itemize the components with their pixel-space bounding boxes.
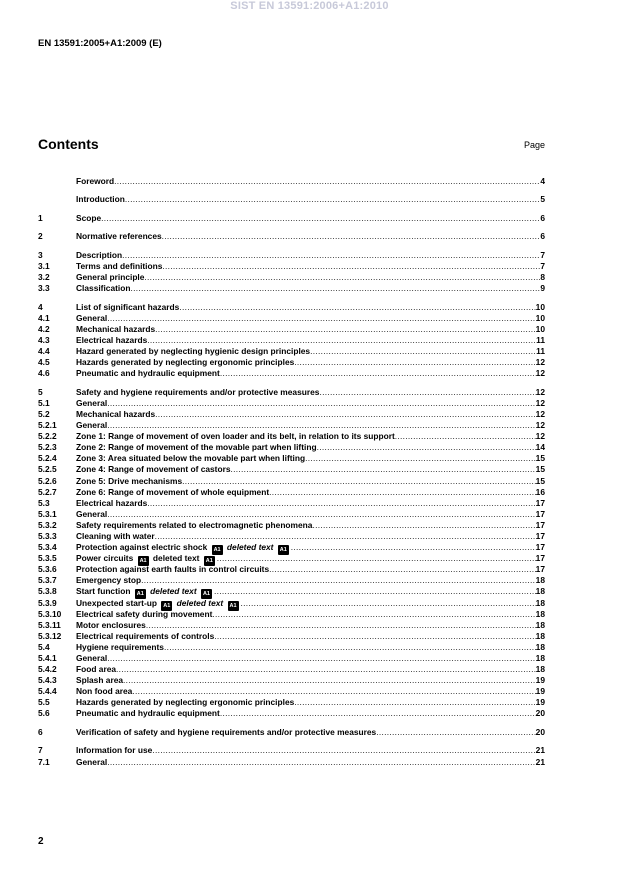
toc-section-number: 5.1 — [38, 397, 50, 408]
toc-page-number: 17 — [535, 542, 545, 553]
toc-section-number: 7 — [38, 745, 43, 756]
toc-page-number: 18 — [535, 597, 545, 608]
toc-section-title: Zone 4: Range of movement of castors — [76, 464, 231, 475]
toc-entry[interactable] — [38, 398, 545, 409]
toc-page-number: 17 — [535, 564, 545, 575]
toc-page-number: 17 — [535, 553, 545, 564]
toc-entry[interactable] — [38, 420, 545, 431]
toc-page-number: 18 — [535, 653, 545, 663]
toc-page-number: 8 — [540, 272, 545, 283]
toc-page-number: 18 — [535, 641, 545, 652]
toc-leader-dots — [291, 542, 536, 553]
toc-section-title: General — [76, 653, 108, 663]
toc-section-title: Unexpected start-up A1 deleted text A1 — [76, 597, 237, 609]
toc-leader-dots — [376, 727, 535, 738]
toc-entry[interactable] — [38, 598, 545, 609]
page-column-label: Page — [523, 140, 545, 150]
toc-section-number: 4.6 — [38, 368, 50, 379]
toc-section-title: Verification of safety and hygiene requirements and/or protective measures — [76, 726, 377, 737]
toc-entry[interactable] — [38, 476, 545, 487]
toc-section-title: Terms and definitions — [76, 261, 163, 272]
amendment-start-marker: A1 — [136, 591, 144, 598]
toc-leader-dots — [147, 335, 536, 346]
toc-section-title: Zone 3: Area situated below the movable part when lifting — [76, 453, 306, 464]
toc-section-title: General principle — [76, 272, 145, 283]
toc-leader-dots — [130, 283, 540, 294]
toc-page-number: 19 — [535, 686, 545, 697]
toc-section-number: 5.2.4 — [38, 453, 57, 464]
toc-page-number: 19 — [535, 697, 545, 708]
toc-page-number: 12 — [535, 368, 545, 379]
toc-leader-dots — [269, 564, 536, 575]
toc-section-number: 5 — [38, 386, 43, 397]
amendment-start-marker: A1 — [139, 558, 147, 565]
toc-page-number: 10 — [535, 312, 545, 323]
deleted-text-note: deleted text — [174, 597, 226, 608]
toc-section-number: 5.3.11 — [38, 619, 61, 630]
amendment-end-marker: A1 — [205, 558, 213, 565]
toc-entry[interactable] — [38, 194, 545, 205]
toc-entry[interactable] — [38, 335, 545, 346]
toc-leader-dots — [179, 302, 535, 313]
toc-leader-dots — [312, 520, 535, 531]
toc-section-number: 5.4.1 — [38, 653, 57, 663]
toc-leader-dots — [241, 598, 536, 609]
toc-section-number: 4 — [38, 301, 43, 312]
toc-leader-dots — [217, 553, 536, 564]
page-number: 2 — [38, 836, 44, 847]
toc-section-title: Safety and hygiene requirements and/or protective measures — [76, 386, 320, 397]
toc-section-title: Zone 1: Range of movement of oven loader and its belt, in relation to its support — [76, 431, 395, 442]
toc-section-title: Zone 5: Drive mechanisms — [76, 475, 183, 486]
toc-section-title: Food area — [76, 664, 117, 675]
toc-leader-dots — [395, 431, 536, 442]
toc-leader-dots — [214, 631, 535, 642]
toc-leader-dots — [123, 675, 536, 686]
toc-entry[interactable] — [38, 686, 545, 697]
toc-section-title: Emergency stop — [76, 575, 142, 586]
toc-entry[interactable] — [38, 431, 545, 442]
toc-section-title: Hazards generated by neglecting ergonomic principles — [76, 357, 295, 368]
toc-section-title: Description — [76, 249, 123, 260]
toc-page-number: 12 — [535, 420, 545, 431]
amendment-end-marker: A1 — [229, 602, 237, 609]
toc-leader-dots — [146, 620, 536, 631]
toc-section-number: 6 — [38, 726, 43, 737]
toc-section-title: Hazard generated by neglecting hygienic design principles — [76, 346, 311, 357]
toc-page-number: 10 — [535, 301, 545, 312]
toc-entry[interactable] — [38, 586, 545, 597]
toc-entry[interactable] — [38, 520, 545, 531]
toc-leader-dots — [107, 757, 535, 768]
contents-heading: Contents — [38, 136, 99, 152]
toc-section-title: Information for use — [76, 745, 153, 756]
toc-leader-dots — [269, 487, 536, 498]
toc-leader-dots — [141, 575, 536, 586]
toc-section-title: Cleaning with water — [76, 530, 155, 541]
toc-section-number: 5.3.5 — [38, 553, 57, 564]
toc-section-number: 5.3.10 — [38, 608, 62, 619]
toc-section-title: Pneumatic and hydraulic equipment — [76, 708, 220, 719]
toc-entry[interactable] — [38, 631, 545, 642]
deleted-text-note: deleted text — [224, 542, 276, 553]
toc-section-number: 5.3.9 — [38, 597, 57, 608]
amendment-start-marker: A1 — [213, 547, 221, 554]
toc-section-title: Electrical hazards — [76, 334, 148, 345]
toc-entry[interactable] — [38, 368, 545, 379]
toc-section-number: 1 — [38, 212, 43, 223]
toc-entry[interactable] — [38, 442, 545, 453]
toc-leader-dots — [212, 609, 535, 620]
toc-section-number: 3.3 — [38, 283, 50, 294]
toc-section-number: 5.4.2 — [38, 664, 57, 675]
toc-section-number: 5.3.6 — [38, 564, 57, 575]
toc-entry[interactable] — [38, 664, 545, 675]
toc-leader-dots — [164, 642, 536, 653]
toc-page-number: 10 — [535, 323, 545, 334]
toc-section-number: 7.1 — [38, 756, 50, 767]
toc-entry[interactable] — [38, 283, 545, 294]
toc-entry[interactable] — [38, 302, 545, 313]
toc-section-title: Protection against earth faults in control circuits — [76, 564, 270, 575]
toc-page-number: 18 — [535, 575, 545, 586]
toc-section-title: Electrical safety during movement — [76, 608, 213, 619]
toc-section-number: 5.2.3 — [38, 442, 57, 453]
toc-page-number: 17 — [535, 508, 545, 519]
amendment-start-marker: A1 — [163, 602, 171, 609]
toc-page-number: 12 — [535, 357, 545, 368]
toc-entry[interactable] — [38, 609, 545, 620]
toc-section-title: Splash area — [76, 675, 124, 686]
toc-section-number: 5.4.4 — [38, 686, 57, 697]
toc-section-number: 3.2 — [38, 272, 50, 283]
toc-leader-dots — [107, 509, 535, 520]
toc-section-number: 5.3.7 — [38, 575, 57, 586]
toc-section-title: General — [76, 312, 108, 323]
toc-section-title: List of significant hazards — [76, 301, 180, 312]
toc-entry[interactable] — [38, 542, 545, 553]
toc-page-number: 12 — [535, 397, 545, 408]
toc-page-number: 15 — [535, 464, 545, 475]
toc-entry[interactable] — [38, 708, 545, 719]
toc-section-number: 5.3.3 — [38, 530, 57, 541]
toc-entry[interactable] — [38, 346, 545, 357]
toc-section-title: Mechanical hazards — [76, 408, 156, 419]
toc-section-title: Protection against electric shock A1 deleted text A1 — [76, 542, 287, 554]
toc-section-number: 4.5 — [38, 357, 50, 368]
toc-entry[interactable] — [38, 272, 545, 283]
toc-page-number: 12 — [535, 386, 545, 397]
toc-leader-dots — [132, 686, 535, 697]
toc-section-number: 5.2.7 — [38, 486, 57, 497]
toc-entry[interactable] — [38, 757, 545, 768]
toc-leader-dots — [155, 409, 536, 420]
toc-section-number: 5.3.12 — [38, 630, 62, 641]
toc-section-title: Safety requirements related to electromagnetic phenomena — [76, 519, 313, 530]
watermark: SIST EN 13591:2006+A1:2010 — [230, 0, 389, 12]
toc-section-title: Zone 2: Range of movement of the movable part when lifting — [76, 442, 317, 453]
toc-leader-dots — [220, 708, 536, 719]
toc-leader-dots — [162, 231, 541, 242]
toc-page-number: 21 — [535, 745, 545, 756]
toc-section-title: Electrical requirements of controls — [76, 630, 215, 641]
toc-leader-dots — [317, 442, 536, 453]
toc-leader-dots — [144, 272, 540, 283]
toc-page-number: 7 — [540, 249, 545, 260]
toc-leader-dots — [319, 387, 535, 398]
toc-page-number: 18 — [535, 586, 545, 597]
toc-section-number: 5.4 — [38, 641, 50, 652]
toc-page-number: 18 — [535, 664, 545, 675]
toc-page-number: 17 — [535, 519, 545, 530]
toc-leader-dots — [107, 398, 535, 409]
toc-entry[interactable] — [38, 464, 545, 475]
toc-section-number: 2 — [38, 231, 43, 242]
toc-leader-dots — [107, 653, 535, 664]
toc-page-number: 19 — [535, 675, 545, 686]
toc-section-number: 5.2.1 — [38, 420, 57, 431]
toc-section-title: General — [76, 756, 108, 767]
toc-entry[interactable] — [38, 324, 545, 335]
toc-page-number: 11 — [536, 346, 545, 357]
toc-section-number: 5.3.2 — [38, 519, 57, 530]
document-id: EN 13591:2005+A1:2009 (E) — [38, 38, 162, 49]
toc-section-title: Hygiene requirements — [76, 641, 164, 652]
toc-page-number: 11 — [536, 334, 545, 345]
toc-section-number: 5.3.8 — [38, 586, 57, 597]
toc-entry[interactable] — [38, 453, 545, 464]
toc-entry[interactable] — [38, 653, 545, 664]
toc-entry[interactable] — [38, 745, 545, 756]
table-of-contents — [38, 176, 545, 768]
toc-section-number: 4.4 — [38, 346, 50, 357]
toc-page-number: 17 — [535, 497, 545, 508]
toc-section-title: General — [76, 508, 108, 519]
toc-section-number: 5.2.6 — [38, 475, 57, 486]
toc-page-number: 20 — [535, 708, 545, 719]
toc-leader-dots — [294, 357, 535, 368]
toc-section-title: Non food area — [76, 686, 133, 697]
toc-leader-dots — [122, 250, 540, 261]
toc-section-number: 5.2.2 — [38, 431, 57, 442]
toc-leader-dots — [101, 213, 540, 224]
toc-page-number: 6 — [540, 212, 545, 223]
toc-section-number: 4.3 — [38, 334, 50, 345]
toc-section-number: 4.2 — [38, 323, 50, 334]
toc-leader-dots — [182, 476, 536, 487]
toc-section-number: 3.1 — [38, 261, 50, 272]
toc-section-title: Start function A1 deleted text A1 — [76, 586, 210, 598]
toc-page-number: 4 — [540, 176, 545, 186]
toc-page-number: 5 — [540, 194, 545, 205]
toc-entry[interactable] — [38, 387, 545, 398]
toc-entry[interactable] — [38, 176, 545, 187]
toc-leader-dots — [155, 324, 536, 335]
toc-page-number: 15 — [535, 453, 545, 464]
toc-entry[interactable] — [38, 487, 545, 498]
toc-page-number: 16 — [535, 486, 545, 497]
toc-page-number: 7 — [540, 261, 545, 272]
toc-page-number: 17 — [535, 530, 545, 541]
toc-section-title: General — [76, 420, 108, 431]
toc-section-title: Foreword — [76, 176, 115, 186]
toc-leader-dots — [155, 531, 536, 542]
toc-entry[interactable] — [38, 553, 545, 564]
toc-leader-dots — [305, 453, 536, 464]
toc-entry[interactable] — [38, 231, 545, 242]
toc-page-number: 18 — [535, 619, 545, 630]
deleted-text-note: deleted text — [147, 586, 199, 597]
toc-section-number: 4.1 — [38, 312, 50, 323]
toc-entry[interactable] — [38, 498, 545, 509]
toc-section-number: 3 — [38, 249, 43, 260]
toc-page-number: 9 — [540, 283, 545, 294]
deleted-text-note: deleted text — [150, 553, 202, 564]
toc-page-number: 15 — [535, 475, 545, 486]
toc-entry[interactable] — [38, 727, 545, 738]
toc-leader-dots — [147, 498, 535, 509]
toc-leader-dots — [310, 346, 536, 357]
toc-leader-dots — [107, 420, 535, 431]
toc-leader-dots — [125, 194, 540, 205]
toc-leader-dots — [152, 745, 535, 756]
toc-section-number: 5.6 — [38, 708, 50, 719]
toc-entry[interactable] — [38, 409, 545, 420]
toc-section-title: Mechanical hazards — [76, 323, 156, 334]
toc-entry[interactable] — [38, 642, 545, 653]
toc-leader-dots — [162, 261, 540, 272]
toc-entry[interactable] — [38, 261, 545, 272]
toc-section-number: 5.2 — [38, 408, 50, 419]
toc-section-title: Power circuits A1 deleted text A1 — [76, 553, 213, 565]
toc-entry[interactable] — [38, 697, 545, 708]
toc-entry[interactable] — [38, 313, 545, 324]
toc-page-number: 18 — [535, 630, 545, 641]
toc-section-title: Pneumatic and hydraulic equipment — [76, 368, 220, 379]
toc-entry[interactable] — [38, 620, 545, 631]
toc-section-title: Motor enclosures — [76, 619, 146, 630]
toc-entry[interactable] — [38, 531, 545, 542]
toc-leader-dots — [114, 176, 540, 187]
toc-section-number: 5.3 — [38, 497, 50, 508]
toc-section-title: Normative references — [76, 231, 162, 242]
toc-section-title: Zone 6: Range of movement of whole equipment — [76, 486, 270, 497]
toc-entry[interactable] — [38, 213, 545, 224]
toc-section-number: 5.2.5 — [38, 464, 57, 475]
toc-section-title: Scope — [76, 212, 102, 223]
toc-page-number: 12 — [535, 408, 545, 419]
toc-page-number: 6 — [540, 231, 545, 242]
toc-section-title: Introduction — [76, 194, 125, 205]
toc-entry[interactable] — [38, 509, 545, 520]
toc-entry[interactable] — [38, 357, 545, 368]
toc-entry[interactable] — [38, 564, 545, 575]
toc-leader-dots — [231, 464, 536, 475]
toc-page-number: 20 — [535, 726, 545, 737]
toc-section-title: General — [76, 397, 108, 408]
toc-leader-dots — [214, 586, 536, 597]
toc-entry[interactable] — [38, 675, 545, 686]
toc-leader-dots — [107, 313, 535, 324]
toc-leader-dots — [116, 664, 536, 675]
toc-section-number: 5.3.1 — [38, 508, 57, 519]
toc-section-title: Classification — [76, 283, 131, 294]
toc-section-number: 5.3.4 — [38, 542, 57, 553]
toc-page-number: 18 — [535, 608, 545, 619]
amendment-end-marker: A1 — [202, 591, 210, 598]
amendment-end-marker: A1 — [279, 547, 287, 554]
toc-page-number: 14 — [535, 442, 545, 453]
toc-section-title: Hazards generated by neglecting ergonomic principles — [76, 697, 295, 708]
toc-leader-dots — [294, 697, 535, 708]
toc-entry[interactable] — [38, 575, 545, 586]
toc-page-number: 21 — [535, 756, 545, 767]
toc-leader-dots — [220, 368, 536, 379]
toc-entry[interactable] — [38, 250, 545, 261]
toc-section-title: Electrical hazards — [76, 497, 148, 508]
toc-page-number: 12 — [535, 431, 545, 442]
toc-section-number: 5.5 — [38, 697, 50, 708]
toc-section-number: 5.4.3 — [38, 675, 57, 686]
